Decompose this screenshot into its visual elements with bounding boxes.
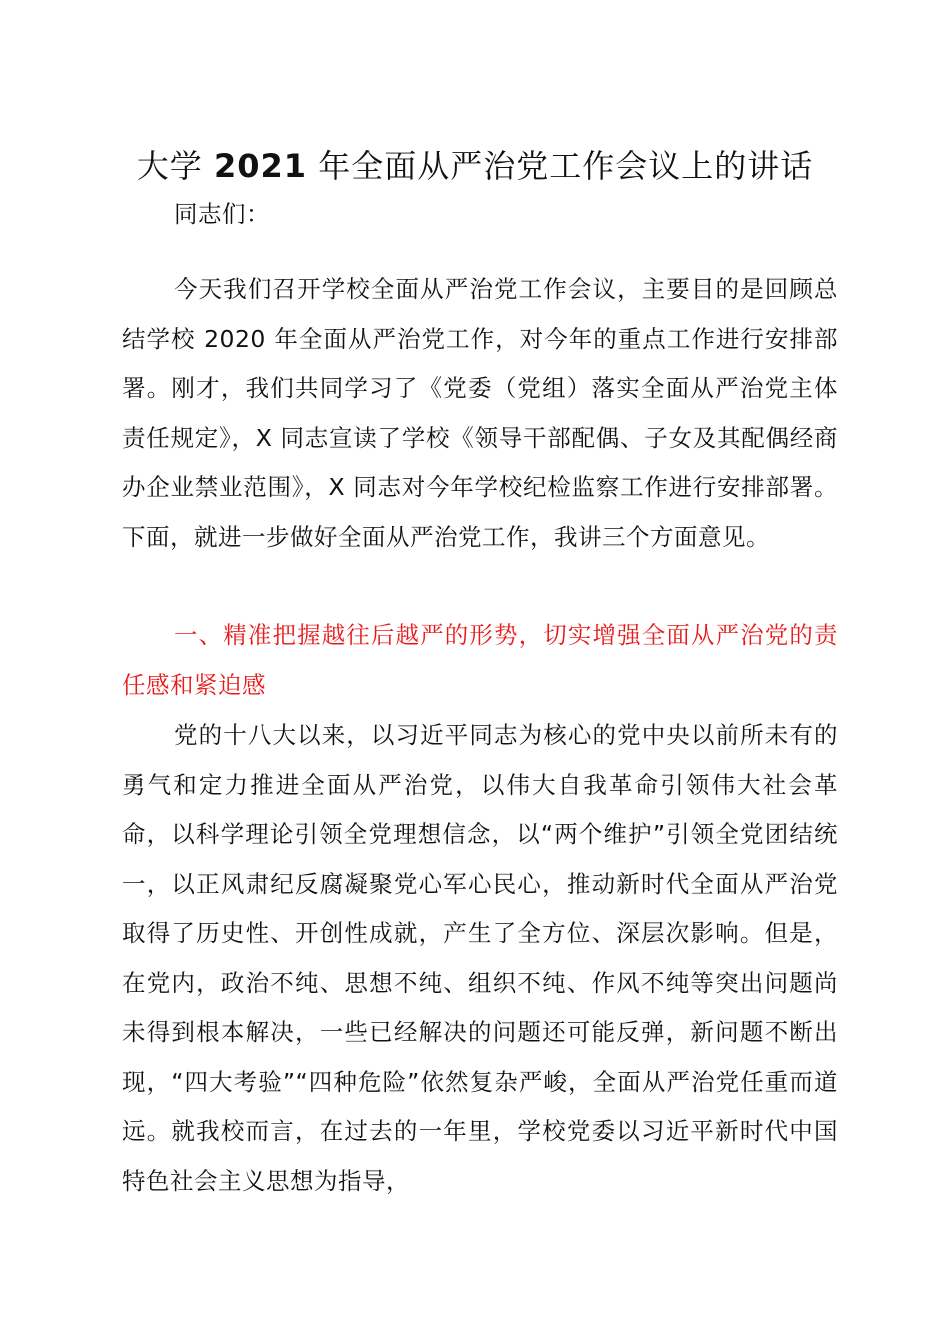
section-paragraph: 党的十八大以来，以习近平同志为核心的党中央以前所未有的勇气和定力推进全面从严治党，以伟大自我革命引领伟大社会革命，以科学理论引领全党理想信念，以“两个维护”引领全党团结统一，以正风肃纪反腐凝聚党心军心民心，推动新时代全面从严治党取得了历史性、开创性成就，产生了全方位、深层次影响。但是，在党内，政治不纯、思想不纯、组织不纯、作风不纯等突出问题尚未得到根本解决，一些已经解决的问题还可能反弹，新问题不断出现，“四大考验”“四种危险”依然复杂严峻，全面从严治党任重而道远。就我校而言，在过去的一年里，学校党委以习近平新时代中国特色社会主义思想为指导， [122, 721, 838, 1195]
intro-paragraph: 今天我们召开学校全面从严治党工作会议，主要目的是回顾总结学校 2020 年全面从严治党工作，对今年的重点工作进行安排部署。刚才，我们共同学习了《党委（党组）落实全面从严治党主体责任规定》，X 同志宣读了学校《领导干部配偶、子女及其配偶经商办企业禁业范围》，X 同志对今年学校纪检监察工作进行安排部署。下面，就进一步做好全面从严治党工作，我讲三个方面意见。 [122, 275, 838, 551]
title-prefix: 大学 [136, 147, 203, 185]
document-title [0, 138, 950, 194]
salutation: 同志们： [174, 200, 270, 228]
title-suffix: 年全面从严治党工作会议上的讲话 [318, 147, 814, 185]
section-heading: 一、精准把握越往后越严的形势，切实增强全面从严治党的责任感和紧迫感 [122, 621, 838, 699]
title-year: 2021 [213, 147, 308, 185]
